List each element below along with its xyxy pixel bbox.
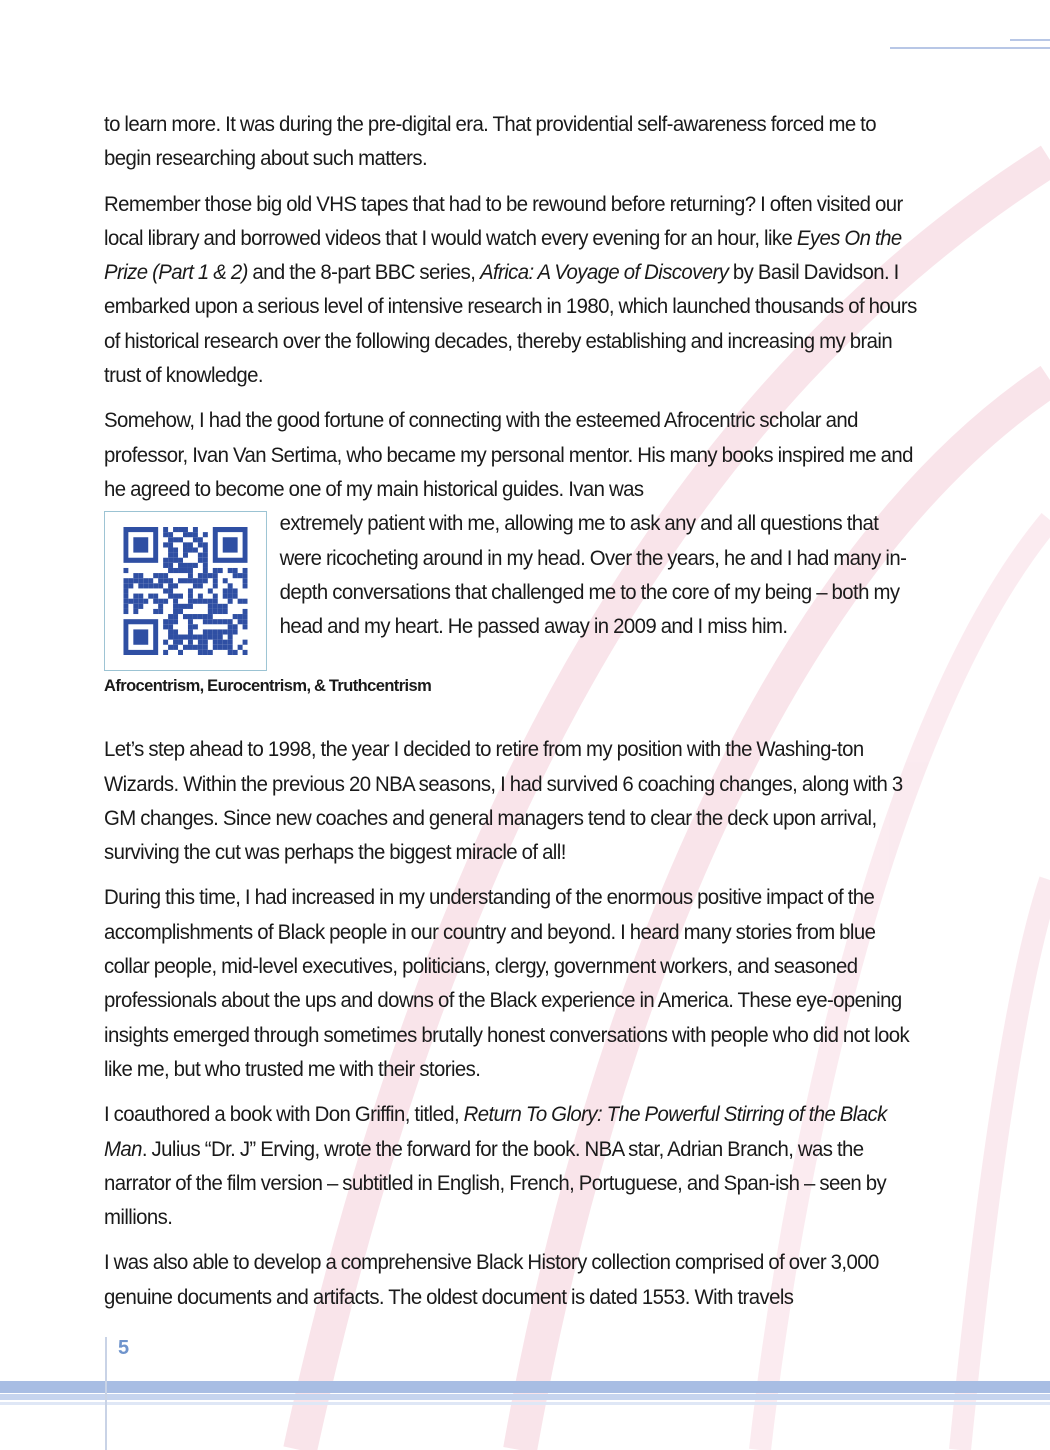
film-title: Eyes On the Prize (Part 1 & 2) — [104, 226, 902, 285]
paragraph: Remember those big old VHS tapes that had to be rewound before returning? I often visited our local library and borrowed videos that I would watch every evening for an hour, like Eyes On the Prize (Part 1 & 2) and the 8-part BBC series, Africa: A Voyage of Discovery by Basil Davidson. I embarked upon a serious level of intensive research in 1980, which launched thousands of hours of historical research over the following decades, thereby establishing and increasing my brain trust of knowledge. — [104, 192, 917, 388]
paragraph-text: Somehow, I had the good fortune of connecting with the esteemed Afrocentric scholar and professor, Ivan Van Sertima, who became my personal mentor. His many books inspired me and he agreed to become one of my main historical guides. Ivan was — [104, 409, 913, 501]
paragraph — [104, 404, 925, 644]
qr-code-icon[interactable] — [104, 511, 267, 671]
qr-caption: Afrocentrism, Eurocentrism, & Truthcentrism — [104, 676, 432, 696]
qr-code-graphic — [123, 527, 247, 655]
book-title: Return To Glory: The Powerful Stirring of the Black Man — [104, 1103, 887, 1161]
series-title: Africa: A Voyage of Discovery — [479, 261, 729, 285]
paragraph: During this time, I had increased in my understanding of the enormous positive impact of the accomplishments of Black people in our country and beyond. I heard many stories from blue collar people, mid-level executives, politicians, clergy, government workers, and seasoned professionals about the ups and downs of the Black experience in America. These eye-opening insights emerged through sometimes brutally honest conversations with people who did not look like me, but who trusted me with their stories. — [104, 886, 910, 1081]
paragraph: to learn more. It was during the pre-digital era. That providential self-awareness forced me to begin researching about such matters. — [104, 113, 876, 171]
paragraph: I was also able to develop a comprehensive Black History collection comprised of over 3,000 genuine documents and artifacts. The oldest document is dated 1553. With travels — [104, 1251, 879, 1309]
paragraph: Let’s step ahead to 1998, the year I decided to retire from my position with the Washing-ton Wizards. Within the previous 20 NBA seasons, I had survived 6 coaching changes, along with 3 GM changes. Since new coaches and general managers tend to clear the deck upon arrival, surviving the cut was perhaps the biggest miracle of all! — [104, 738, 903, 865]
page-number: 5 — [118, 1337, 130, 1359]
body-text — [104, 108, 925, 1326]
paragraph: I coauthored a book with Don Griffin, titled, Return To Glory: The Powerful Stirring of the Black Man. Julius “Dr. J” Erving, wrote the forward for the book. NBA star, Adrian Branch, was the narrator of the film version – subtitled in English, French, Portuguese, and Span-ish – seen by millions. — [104, 1103, 887, 1230]
paragraph-text: extremely patient with me, allowing me to ask any and all questions that were ricocheting around in my head. Over the years, he and I had many in-depth conversations that challenged me to the core of my being – both my head and my heart. He passed away in 2009 and I miss him. — [279, 512, 907, 639]
